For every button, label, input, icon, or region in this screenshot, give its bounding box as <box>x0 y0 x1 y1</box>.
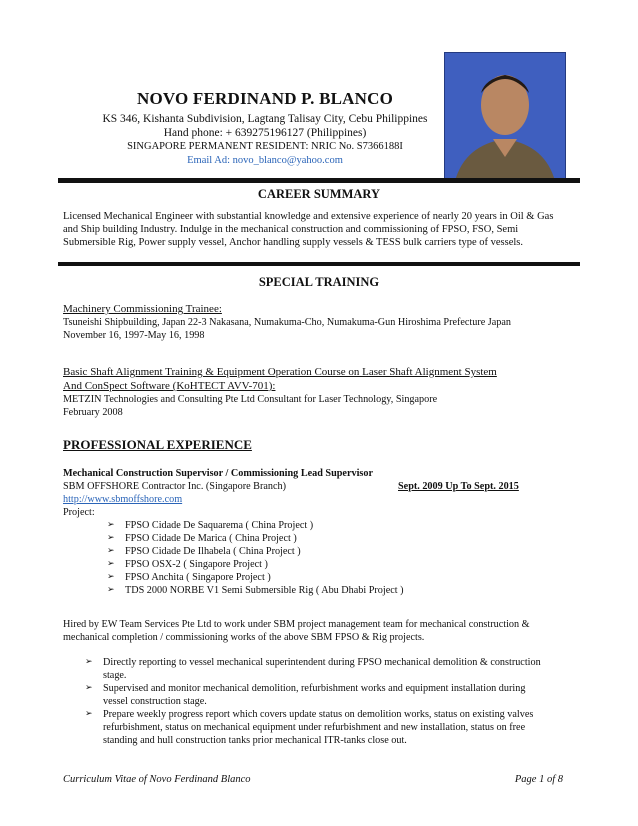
list-item: ➢ Supervised and monitor mechanical demolition, refurbishment works and equipment installation during vessel construction stage. <box>85 683 526 707</box>
phone: Hand phone: + 639275196127 (Philippines) <box>163 127 367 139</box>
experience-block <box>63 467 563 597</box>
email[interactable]: Email Ad: novo_blanco@yahoo.com <box>187 155 343 166</box>
duties-list <box>85 656 563 747</box>
training-1-title: Machinery Commissioning Trainee: <box>63 303 222 315</box>
arrow-bullet-icon: ➢ <box>107 520 115 530</box>
list-item: ➢ Prepare weekly progress report which covers update status on demolition works, status on existing valves refurbishment, status on mechanical equipment under refurbishment and new installation, status on free standing and hull construction tanks prior mechanical ITR-tanks close out. <box>85 709 534 746</box>
profile-photo <box>444 52 566 182</box>
list-item: ➢ FPSO Cidade De Saquarema ( China Project ) <box>107 520 314 531</box>
arrow-bullet-icon: ➢ <box>107 546 115 556</box>
career-summary-text: Licensed Mechanical Engineer with substantial knowledge and extensive experience of nearly 20 years in Oil & Gas and Ship building Industry. Indulge in the mechanical construction and commissioning of FPSO, FSO, Semi Submersible Rig, Power supply vessel, Anchor handling supply vessels & TESS bulk carriers type of vessels. <box>63 211 554 248</box>
project-label: Project: <box>63 507 95 518</box>
training-2-title-line2: And ConSpect Software (KoHTECT AVV-701): <box>63 380 276 392</box>
arrow-bullet-icon: ➢ <box>85 683 93 693</box>
training-1-date: November 16, 1997-May 16, 1998 <box>63 330 205 341</box>
special-training-title: SPECIAL TRAINING <box>258 275 380 289</box>
job-role: Mechanical Construction Supervisor / Commissioning Lead Supervisor <box>63 468 373 479</box>
header-divider <box>58 178 580 183</box>
training-2-date: February 2008 <box>63 407 123 418</box>
page-number: Page 1 of 8 <box>514 774 563 785</box>
page-footer <box>63 774 563 785</box>
list-item: ➢ FPSO Cidade De Marica ( China Project ) <box>107 533 297 544</box>
job-period: Sept. 2009 Up To Sept. 2015 <box>398 481 519 492</box>
arrow-bullet-icon: ➢ <box>107 572 115 582</box>
experience-title: PROFESSIONAL EXPERIENCE <box>63 437 252 452</box>
candidate-name: NOVO FERDINAND P. BLANCO <box>136 89 393 108</box>
career-summary-title: CAREER SUMMARY <box>257 187 381 201</box>
arrow-bullet-icon: ➢ <box>85 709 93 719</box>
company-website-link[interactable]: http://www.sbmoffshore.com <box>63 494 183 505</box>
list-item: ➢ TDS 2000 NORBE V1 Semi Submersible Rig ( Abu Dhabi Project ) <box>107 585 404 596</box>
job-company: SBM OFFSHORE Contractor Inc. (Singapore Branch) <box>63 481 286 492</box>
arrow-bullet-icon: ➢ <box>107 533 115 543</box>
training-item-2 <box>63 365 563 419</box>
footer-title: Curriculum Vitae of Novo Ferdinand Blanco <box>63 774 251 785</box>
arrow-bullet-icon: ➢ <box>85 657 93 667</box>
list-item: ➢ FPSO Anchita ( Singapore Project ) <box>107 572 271 583</box>
training-1-org: Tsuneishi Shipbuilding, Japan 22-3 Nakasana, Numakuma-Cho, Numakuma-Gun Hiroshima Prefecture Japan <box>63 317 512 328</box>
address: KS 346, Kishanta Subdivision, Lagtang Talisay City, Cebu Philippines <box>102 113 428 125</box>
project-list <box>107 519 563 597</box>
training-2-title-line1: Basic Shaft Alignment Training & Equipment Operation Course on Laser Shaft Alignment System <box>63 366 497 378</box>
list-item: ➢ FPSO OSX-2 ( Singapore Project ) <box>107 559 268 570</box>
residency: SINGAPORE PERMANENT RESIDENT: NRIC No. S7366188I <box>127 141 403 152</box>
duties-block <box>63 656 563 747</box>
career-divider <box>58 262 580 266</box>
training-item-1 <box>63 303 563 342</box>
training-2-org: METZIN Technologies and Consulting Pte Ltd Consultant for Laser Technology, Singapore <box>63 394 438 405</box>
list-item: ➢ Directly reporting to vessel mechanical superintendent during FPSO mechanical demolition & construction stage. <box>85 657 541 681</box>
arrow-bullet-icon: ➢ <box>107 559 115 569</box>
list-item: ➢ FPSO Cidade De Ilhabela ( China Project ) <box>107 546 301 557</box>
arrow-bullet-icon: ➢ <box>107 585 115 595</box>
hired-statement: Hired by EW Team Services Pte Ltd to work under SBM project management team for mechanical construction & mechanical completion / commissioning works of the above SBM FPSO & Rig projects. <box>63 619 530 643</box>
